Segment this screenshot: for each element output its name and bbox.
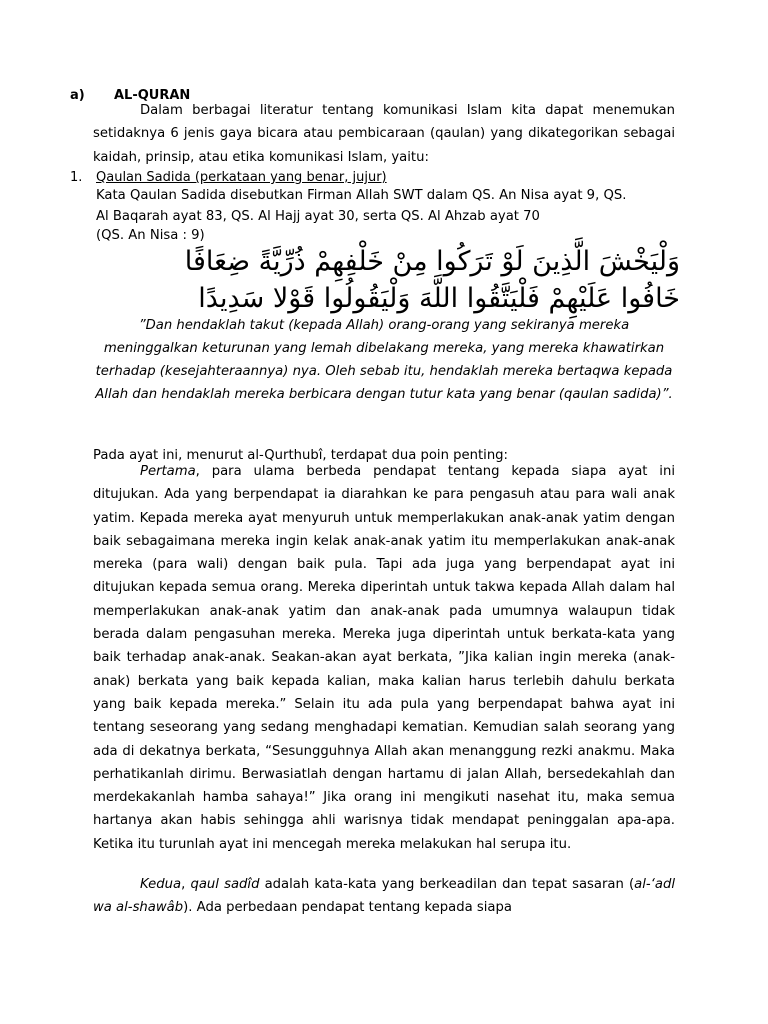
paragraph-text: adalah kata-kata yang berkeadilan dan tepat sasaran ( xyxy=(259,877,635,892)
paragraph-text: , para ulama berbeda pendapat tentang kepada siapa ayat ini ditujukan. Ada yang berpendapat ia diarahkan ke para pengasuh atau para wali anak yatim. Kepada mereka ayat menyuruh untuk memperlakukan anak-anak yatim dengan baik sebagaimana mereka ingin kelak anak-anak yatim itu memperlakukan anak-anak mereka (para wali) dengan baik pula. Tapi ada juga yang berpendapat ayat ini ditujukan kepada semua orang. Mereka diperintah untuk takwa kepada Allah dalam hal memperlakukan anak-anak yatim dan anak-anak pada umumnya walaupun tidak berada dalam pengasuhan mereka. Mereka juga diperintah untuk berkata-kata yang baik terhadap anak-anak. Seakan-akan ayat berkata, ”Jika kalian ingin mereka (anak-anak) berkata yang baik kepada kalian, maka kalian harus terlebih dahulu berkata yang baik kepada mereka.” Selain itu ada pula yang berpendapat bahwa ayat ini tentang seseorang yang sedang menghadapi kematian. Kemudian salah seorang yang ada di dekatnya berkata, “Sesungguhnya Allah akan menanggung rezki anakmu. Maka perhatikanlah dirimu. Berwasiatlah dengan hartamu di jalan Allah, bersedekahlah dan merdekakanlah hamba sahaya!” Jika orang ini mengikuti nasehat itu, maka semua hartanya akan habis sehingga ahli warisnya tidak mendapat peninggalan apa-apa. Ketika itu turunlah ayat ini mencegah mereka melakukan hal serupa itu. xyxy=(93,464,675,852)
paragraph-lead: Pertama xyxy=(140,464,196,479)
intro-text: Dalam berbagai literatur tentang komunikasi Islam kita dapat menemukan setidaknya 6 jenis gaya bicara atau pembicaraan (qaulan) yang dikategorikan sebagai kaidah, prinsip, atau etika komunikasi Islam, yaitu: xyxy=(93,103,675,165)
section-marker: a) xyxy=(70,88,85,103)
paragraph-text: , xyxy=(181,877,191,892)
paragraph-kedua xyxy=(93,873,675,920)
paragraph-lead: Kedua xyxy=(140,877,182,892)
arabic-verse-line-2: خَافُوا عَلَيْهِمْ فَلْيَتَّقُوا اللَّهَ وَلْيَقُولُوا قَوْلا سَدِيدًا xyxy=(198,283,680,314)
term: al-‘adl wa al-shawâb xyxy=(93,877,675,916)
description-line: Al Baqarah ayat 83, QS. Al Hajj ayat 30, serta QS. Al Ahzab ayat 70 xyxy=(96,209,540,224)
intro-paragraph xyxy=(93,99,675,169)
term: qaul sadîd xyxy=(190,877,260,892)
body-intro: Pada ayat ini, menurut al-Qurthubî, terdapat dua poin penting: xyxy=(93,448,509,463)
paragraph-pertama xyxy=(93,460,675,856)
description-line: Kata Qaulan Sadida disebutkan Firman Allah SWT dalam QS. An Nisa ayat 9, QS. xyxy=(96,188,627,203)
list-item-description xyxy=(96,185,676,244)
list-item-title: Qaulan Sadida (perkataan yang benar, jujur) xyxy=(96,170,387,185)
arabic-verse-line-1: وَلْيَخْشَ الَّذِينَ لَوْ تَرَكُوا مِنْ خَلْفِهِمْ ذُرِّيَّةً ضِعَافًا xyxy=(184,246,680,277)
section-title: AL-QURAN xyxy=(114,88,191,103)
paragraph-text: ). Ada perbedaan pendapat tentang kepada siapa xyxy=(183,900,512,916)
verse-reference: (QS. An Nisa : 9) xyxy=(96,228,205,243)
list-item-number: 1. xyxy=(70,170,83,185)
verse-translation: ”Dan hendaklah takut (kepada Allah) orang-orang yang sekiranya mereka meninggalkan keturunan yang lemah dibelakang mereka, yang mereka khawatirkan terhadap (kesejahteraannya) nya. Oleh sebab itu, hendaklah mereka bertaqwa kepada Allah dan hendaklah mereka berbicara dengan tutur kata yang benar (qaulan sadida)”. xyxy=(95,318,673,402)
